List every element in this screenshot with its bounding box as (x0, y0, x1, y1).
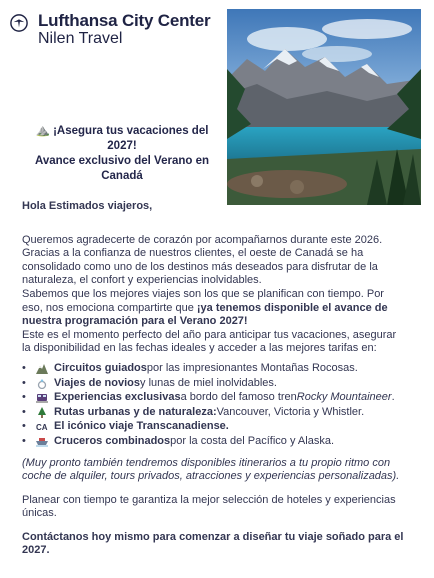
ca-flag-icon: CA (36, 422, 48, 432)
offer-list (22, 362, 404, 449)
ship-icon (36, 436, 48, 447)
item-title: Circuitos guiados (54, 361, 147, 374)
item-desc: por la costa del Pacífico y Alaska. (170, 434, 335, 447)
paragraph-planning (22, 288, 404, 329)
greeting: Hola Estimados viajeros, (22, 200, 153, 212)
brand-agency: Nilen Travel (38, 30, 123, 47)
list-item: • Rutas urbanas y de naturaleza: Vancouver, Victoria y Whistler. (22, 405, 365, 418)
item-train-name: Rocky Mountaineer (296, 391, 392, 404)
email-header (0, 0, 434, 210)
paragraph-hotels: Planear con tiempo te garantiza la mejor selección de hoteles y experiencias únicas. (22, 493, 396, 520)
train-icon (36, 392, 48, 403)
ring-icon (36, 378, 48, 389)
note-itineraries: (Muy pronto también tendremos disponibles itinerarios a tu propio ritmo con coche de alquiler, tours privados, atracciones y experiencias personalizadas). (22, 456, 400, 483)
paragraph-planning-highlight: ¡ya tenemos disponible el avance de nuestra programación para el Verano 2027! (22, 301, 388, 328)
item-desc: por las impresionantes Montañas Rocosas. (146, 361, 358, 374)
paragraph-trust: Gracias a la confianza de nuestros clientes, el oeste de Canadá se ha consolidado como uno de los destinos más deseados para disfrutar de la naturaleza, el confort y experiencias inolvidables. (22, 247, 378, 287)
item-title: Viajes de novios (54, 376, 141, 389)
crane-logo-icon (10, 14, 28, 32)
brand-logo[interactable] (10, 12, 210, 48)
brand-name: Lufthansa City Center (38, 11, 211, 30)
list-item: • Cruceros combinados por la costa del Pacífico y Alaska. (22, 434, 335, 447)
list-item: • Experiencias exclusivas a bordo del famoso tren Rocky Mountaineer . (22, 391, 395, 404)
paragraph-moment: Este es el momento perfecto del año para anticipar tus vacaciones, asegurar la disponibilidad en las fechas ideales y acceder a las mejores tarifas en: (22, 328, 397, 355)
tree-icon (36, 407, 48, 418)
item-title: Cruceros combinados (54, 434, 171, 447)
item-title: Rutas urbanas y de naturaleza: (54, 405, 217, 418)
call-to-action: Contáctanos hoy mismo para comenzar a diseñar tu viaje soñado para el 2027. (22, 530, 404, 557)
paragraph-planning-text: Sabemos que los mejores viajes son los que se planifican con tiempo. Por eso, nos emociona compartirte que (22, 287, 384, 314)
promo-line-1: ⛰️ ¡Asegura tus vacaciones del 2027! (35, 125, 209, 152)
mountain-icon (36, 363, 48, 374)
item-desc: a bordo del famoso tren (180, 391, 297, 404)
paragraph-thanks: Queremos agradecerte de corazón por acompañarnos durante este 2026. (22, 233, 383, 246)
list-item: • Viajes de novios y lunas de miel inolvidables. (22, 376, 277, 389)
hero-lake-photo (227, 9, 421, 205)
list-item: • CA El icónico viaje Transcanadiense. (22, 420, 229, 433)
email-body (22, 200, 404, 558)
item-tail: . (391, 391, 395, 404)
promo-line-2: Avance exclusivo del Verano en Canadá (34, 155, 210, 182)
promo-heading (22, 124, 222, 184)
item-desc: Vancouver, Victoria y Whistler. (216, 405, 365, 418)
item-title: El icónico viaje Transcanadiense. (54, 420, 229, 433)
item-desc: y lunas de miel inolvidables. (140, 376, 277, 389)
list-item: • Circuitos guiados por las impresionantes Montañas Rocosas. (22, 361, 358, 374)
item-title: Experiencias exclusivas (54, 391, 181, 404)
